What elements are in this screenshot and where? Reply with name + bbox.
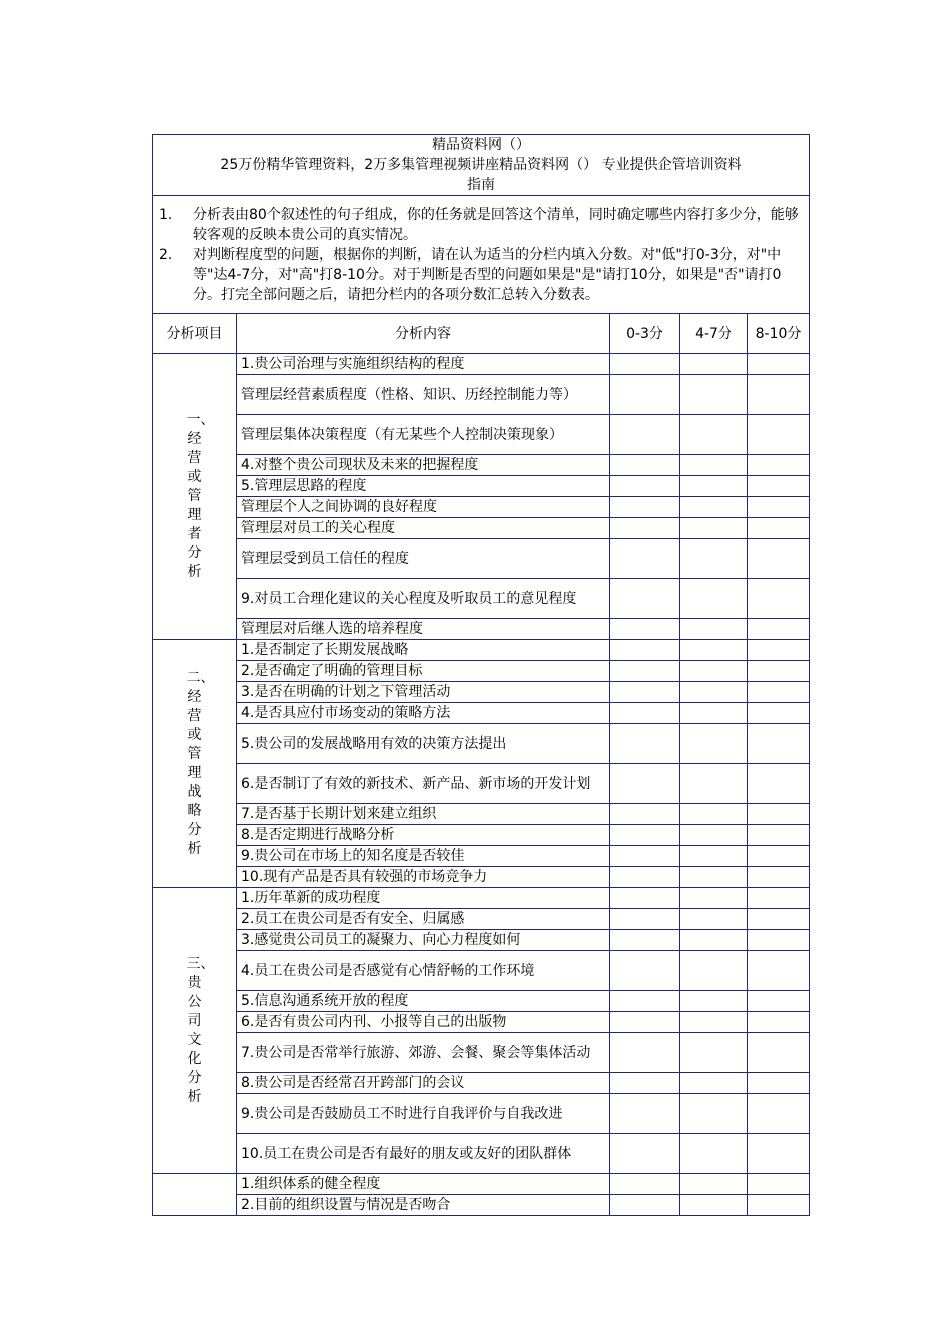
score-cell-mid[interactable] xyxy=(680,888,748,909)
score-cell-mid[interactable] xyxy=(680,1094,748,1134)
table-row xyxy=(153,497,810,518)
score-cell-low[interactable] xyxy=(610,1094,680,1134)
category-cell xyxy=(153,354,237,640)
score-cell-high[interactable] xyxy=(748,888,810,909)
score-cell-high[interactable] xyxy=(748,1195,810,1216)
analysis-item: 2.目前的组织设置与情况是否吻合 xyxy=(237,1195,610,1216)
category-cell xyxy=(153,640,237,888)
table-row xyxy=(153,476,810,497)
analysis-item: 6.是否制订了有效的新技术、新产品、新市场的开发计划 xyxy=(237,764,610,804)
score-cell-mid[interactable] xyxy=(680,724,748,764)
table-row xyxy=(153,1174,810,1195)
category-cell xyxy=(153,888,237,1174)
table-row xyxy=(153,1094,810,1134)
score-cell-low[interactable] xyxy=(610,640,680,661)
analysis-item: 9.贵公司在市场上的知名度是否较佳 xyxy=(237,846,610,867)
table-row xyxy=(153,1012,810,1033)
analysis-item: 2.是否确定了明确的管理目标 xyxy=(237,661,610,682)
table-row xyxy=(153,375,810,415)
instruction-text: 分析表由80个叙述性的句子组成，你的任务就是回答这个清单，同时确定哪些内容打多少分，能够较客观的反映本贵公司的真实情况。 xyxy=(193,206,799,243)
table-row xyxy=(153,804,810,825)
table-row xyxy=(153,1073,810,1094)
instruction-number: 1. xyxy=(159,206,173,223)
category-cell xyxy=(153,1174,237,1216)
table-row xyxy=(153,579,810,619)
table-row xyxy=(153,724,810,764)
score-cell-high[interactable] xyxy=(748,1012,810,1033)
score-cell-low[interactable] xyxy=(610,415,680,455)
score-cell-mid[interactable] xyxy=(680,825,748,846)
document-header xyxy=(153,135,810,196)
score-cell-high[interactable] xyxy=(748,579,810,619)
analysis-item: 管理层对后继人选的培养程度 xyxy=(237,619,610,640)
instruction-item xyxy=(159,245,803,305)
score-cell-high[interactable] xyxy=(748,415,810,455)
analysis-item: 管理层集体决策程度（有无某些个人控制决策现象） xyxy=(237,415,610,455)
score-cell-low[interactable] xyxy=(610,476,680,497)
analysis-item: 5.管理层思路的程度 xyxy=(237,476,610,497)
score-cell-high[interactable] xyxy=(748,682,810,703)
score-cell-high[interactable] xyxy=(748,1033,810,1073)
score-cell-high[interactable] xyxy=(748,991,810,1012)
table-row xyxy=(153,930,810,951)
analysis-item: 3.是否在明确的计划之下管理活动 xyxy=(237,682,610,703)
score-cell-high[interactable] xyxy=(748,867,810,888)
score-cell-low[interactable] xyxy=(610,825,680,846)
analysis-item: 1.组织体系的健全程度 xyxy=(237,1174,610,1195)
table-row xyxy=(153,867,810,888)
analysis-item: 9.对员工合理化建议的关心程度及听取员工的意见程度 xyxy=(237,579,610,619)
analysis-item: 2.员工在贵公司是否有安全、归属感 xyxy=(237,909,610,930)
score-cell-high[interactable] xyxy=(748,1073,810,1094)
analysis-item: 10.现有产品是否具有较强的市场竞争力 xyxy=(237,867,610,888)
score-cell-mid[interactable] xyxy=(680,579,748,619)
score-cell-high[interactable] xyxy=(748,951,810,991)
table-row xyxy=(153,951,810,991)
analysis-item: 3.感觉贵公司员工的凝聚力、向心力程度如何 xyxy=(237,930,610,951)
analysis-item: 管理层经营素质程度（性格、知识、历经控制能力等） xyxy=(237,375,610,415)
score-cell-high[interactable] xyxy=(748,539,810,579)
score-cell-high[interactable] xyxy=(748,764,810,804)
score-cell-mid[interactable] xyxy=(680,909,748,930)
score-cell-low[interactable] xyxy=(610,497,680,518)
column-header-low: 0-3分 xyxy=(610,314,680,354)
instruction-number: 2. xyxy=(159,246,173,263)
table-row xyxy=(153,455,810,476)
score-cell-mid[interactable] xyxy=(680,1033,748,1073)
score-cell-low[interactable] xyxy=(610,951,680,991)
analysis-item: 4.员工在贵公司是否感觉有心情舒畅的工作环境 xyxy=(237,951,610,991)
table-row xyxy=(153,1033,810,1073)
analysis-item: 10.员工在贵公司是否有最好的朋友或友好的团队群体 xyxy=(237,1134,610,1174)
score-cell-mid[interactable] xyxy=(680,497,748,518)
score-cell-mid[interactable] xyxy=(680,415,748,455)
score-cell-high[interactable] xyxy=(748,354,810,375)
score-cell-low[interactable] xyxy=(610,619,680,640)
table-row xyxy=(153,415,810,455)
score-cell-low[interactable] xyxy=(610,1174,680,1195)
score-cell-low[interactable] xyxy=(610,354,680,375)
table-row xyxy=(153,991,810,1012)
score-cell-high[interactable] xyxy=(748,846,810,867)
score-cell-low[interactable] xyxy=(610,375,680,415)
analysis-item: 1.是否制定了长期发展战略 xyxy=(237,640,610,661)
score-cell-low[interactable] xyxy=(610,867,680,888)
analysis-item: 7.贵公司是否常举行旅游、郊游、会餐、聚会等集体活动 xyxy=(237,1033,610,1073)
instruction-item xyxy=(159,205,803,245)
analysis-item: 4.是否具应付市场变动的策略方法 xyxy=(237,703,610,724)
score-cell-high[interactable] xyxy=(748,518,810,539)
analysis-item: 管理层个人之间协调的良好程度 xyxy=(237,497,610,518)
table-row xyxy=(153,1134,810,1174)
score-cell-low[interactable] xyxy=(610,661,680,682)
score-cell-mid[interactable] xyxy=(680,846,748,867)
score-cell-high[interactable] xyxy=(748,640,810,661)
instruction-text: 对判断程度型的问题，根据你的判断，请在认为适当的分栏内填入分数。对"低"打0-3分，对"中等"达4-7分，对"高"打8-10分。对于判断是否型的问题如果是"是"请打10分，如果是"否"请打0分。打完全部问题之后，请把分栏内的各项分数汇总转入分数表。 xyxy=(193,246,782,303)
header-subtitle-line2: 指南 xyxy=(467,177,496,193)
analysis-item: 8.贵公司是否经常召开跨部门的会议 xyxy=(237,1073,610,1094)
column-header-category: 分析项目 xyxy=(153,314,237,354)
analysis-item: 1.贵公司治理与实施组织结构的程度 xyxy=(237,354,610,375)
score-cell-high[interactable] xyxy=(748,497,810,518)
score-cell-low[interactable] xyxy=(610,1073,680,1094)
score-cell-low[interactable] xyxy=(610,539,680,579)
score-cell-low[interactable] xyxy=(610,1012,680,1033)
score-cell-mid[interactable] xyxy=(680,1174,748,1195)
score-cell-mid[interactable] xyxy=(680,354,748,375)
score-cell-low[interactable] xyxy=(610,724,680,764)
score-cell-mid[interactable] xyxy=(680,1195,748,1216)
analysis-item: 5.贵公司的发展战略用有效的决策方法提出 xyxy=(237,724,610,764)
score-cell-high[interactable] xyxy=(748,1174,810,1195)
score-cell-high[interactable] xyxy=(748,455,810,476)
table-row xyxy=(153,354,810,375)
table-row xyxy=(153,764,810,804)
score-cell-mid[interactable] xyxy=(680,951,748,991)
table-row xyxy=(153,825,810,846)
analysis-item: 8.是否定期进行战略分析 xyxy=(237,825,610,846)
analysis-item: 管理层对员工的关心程度 xyxy=(237,518,610,539)
score-cell-low[interactable] xyxy=(610,846,680,867)
score-cell-mid[interactable] xyxy=(680,476,748,497)
score-cell-high[interactable] xyxy=(748,804,810,825)
score-cell-mid[interactable] xyxy=(680,455,748,476)
score-cell-mid[interactable] xyxy=(680,682,748,703)
score-cell-high[interactable] xyxy=(748,1094,810,1134)
score-cell-mid[interactable] xyxy=(680,640,748,661)
score-cell-mid[interactable] xyxy=(680,539,748,579)
score-cell-mid[interactable] xyxy=(680,619,748,640)
score-cell-mid[interactable] xyxy=(680,1012,748,1033)
score-cell-high[interactable] xyxy=(748,825,810,846)
analysis-item: 管理层受到员工信任的程度 xyxy=(237,539,610,579)
score-cell-low[interactable] xyxy=(610,455,680,476)
score-cell-high[interactable] xyxy=(748,703,810,724)
table-row xyxy=(153,888,810,909)
score-cell-high[interactable] xyxy=(748,476,810,497)
table-row xyxy=(153,640,810,661)
table-row xyxy=(153,1195,810,1216)
category-label: 二、经营或管理战略分析 xyxy=(186,669,215,857)
score-cell-high[interactable] xyxy=(748,909,810,930)
score-cell-low[interactable] xyxy=(610,703,680,724)
table-row xyxy=(153,846,810,867)
analysis-table xyxy=(152,134,810,1216)
score-cell-low[interactable] xyxy=(610,909,680,930)
analysis-item: 5.信息沟通系统开放的程度 xyxy=(237,991,610,1012)
score-cell-mid[interactable] xyxy=(680,804,748,825)
table-row xyxy=(153,661,810,682)
score-cell-mid[interactable] xyxy=(680,930,748,951)
score-cell-low[interactable] xyxy=(610,1134,680,1174)
score-cell-mid[interactable] xyxy=(680,1073,748,1094)
score-cell-mid[interactable] xyxy=(680,867,748,888)
category-label: 一、经营或管理者分析 xyxy=(186,412,215,580)
score-cell-high[interactable] xyxy=(748,619,810,640)
analysis-item: 9.贵公司是否鼓励员工不时进行自我评价与自我改进 xyxy=(237,1094,610,1134)
score-cell-high[interactable] xyxy=(748,375,810,415)
score-cell-low[interactable] xyxy=(610,682,680,703)
instructions xyxy=(153,196,810,314)
column-header-high: 8-10分 xyxy=(748,314,810,354)
column-header-content: 分析内容 xyxy=(237,314,610,354)
header-subtitle: 25万份精华管理资料，2万多集管理视频讲座精品资料网（） 专业提供企管培训资料 xyxy=(220,157,742,173)
score-cell-low[interactable] xyxy=(610,888,680,909)
score-cell-low[interactable] xyxy=(610,579,680,619)
score-cell-mid[interactable] xyxy=(680,703,748,724)
table-row xyxy=(153,909,810,930)
score-cell-high[interactable] xyxy=(748,724,810,764)
score-cell-mid[interactable] xyxy=(680,991,748,1012)
score-cell-mid[interactable] xyxy=(680,1134,748,1174)
table-row xyxy=(153,682,810,703)
score-cell-low[interactable] xyxy=(610,764,680,804)
score-cell-mid[interactable] xyxy=(680,764,748,804)
score-cell-mid[interactable] xyxy=(680,375,748,415)
analysis-item: 1.历年革新的成功程度 xyxy=(237,888,610,909)
table-row xyxy=(153,619,810,640)
score-cell-mid[interactable] xyxy=(680,661,748,682)
category-label: 三、贵公司文化分析 xyxy=(186,955,215,1105)
score-cell-high[interactable] xyxy=(748,661,810,682)
score-cell-low[interactable] xyxy=(610,1033,680,1073)
analysis-item: 7.是否基于长期计划来建立组织 xyxy=(237,804,610,825)
header-title: 精品资料网（） xyxy=(432,137,531,153)
table-row xyxy=(153,539,810,579)
score-cell-low[interactable] xyxy=(610,1195,680,1216)
score-cell-low[interactable] xyxy=(610,804,680,825)
score-cell-high[interactable] xyxy=(748,1134,810,1174)
analysis-item: 6.是否有贵公司内刊、小报等自己的出版物 xyxy=(237,1012,610,1033)
score-cell-low[interactable] xyxy=(610,930,680,951)
analysis-item: 4.对整个贵公司现状及未来的把握程度 xyxy=(237,455,610,476)
column-header-mid: 4-7分 xyxy=(680,314,748,354)
score-cell-high[interactable] xyxy=(748,930,810,951)
score-cell-mid[interactable] xyxy=(680,518,748,539)
score-cell-low[interactable] xyxy=(610,991,680,1012)
score-cell-low[interactable] xyxy=(610,518,680,539)
table-row xyxy=(153,518,810,539)
table-row xyxy=(153,703,810,724)
